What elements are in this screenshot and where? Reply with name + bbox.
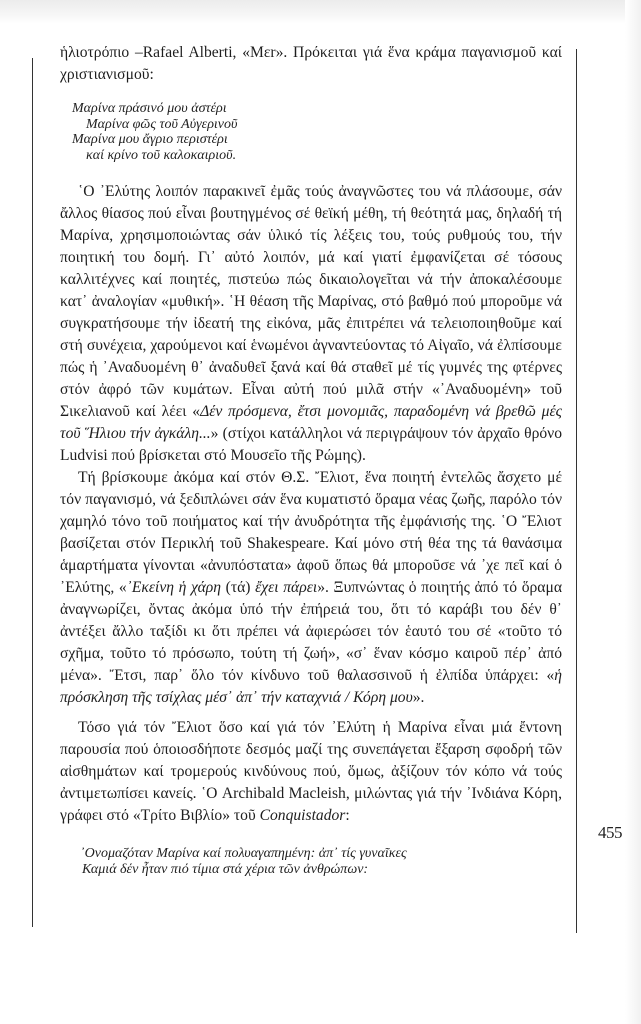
poem-line: καί κρίνο τοῦ καλοκαιριοῦ. [86,147,237,163]
paragraph-text: ». [412,689,425,706]
page-number: 455 [598,823,622,842]
italic-quote: ἔχει πάρει [255,579,318,596]
paragraph-elytis [60,181,562,467]
paragraph-eliot [60,467,562,709]
scan-shadow-top [0,0,641,24]
page-body [60,42,562,877]
italic-quote: ᾿Εκείνη ἡ χάρη [126,579,221,596]
poem-line: Μαρίνα μου ἄγριο περιστέρι [72,132,228,147]
paragraph-macleish [60,717,562,827]
paragraph-text: Τόσο γιά τόν Ἔλιοτ ὅσο καί γιά τόν ᾿Ελύτη ἡ Μαρίνα εἶναι μιά ἔντονη παρουσία πού ὁποιοσδήποτε δεσμός μαζί της συνεπάγεται ἔξαρση σφοδρή τῶν αἰσθημάτων καί τρομερούς κινδύνους πού, ὅμως, ἀξίζουν τόν κόπο νά τούς ἀντιμετωπίσει κανείς. ῾Ο Archibald Macleish, μιλώντας γιά τήν ᾿Ινδιάνα Κόρη, γράφει στό «Τρίτο Βιβλίο» τοῦ [60,719,562,824]
poem-quote-marina [72,101,562,163]
poem-line: Μαρίνα πράσινό μου ἀστέρι [72,101,227,116]
poem-line: ᾿Ονομαζόταν Μαρίνα καί πολυαγαπημένη: ἀπ᾿ τίς γυναῖκες [80,846,407,861]
scan-shadow-right [625,0,641,1024]
paragraph-text: (τά) [220,579,256,596]
right-margin-rule [576,49,577,933]
book-title: Conquistador [259,807,346,824]
paragraph-text: » (στίχοι κατάλληλοι νά περιγράψουν τόν ἀρχαῖο θρόνο Ludvisi πού βρίσκεται στό Μουσεῖο τῆς Ρώμης). [60,425,563,464]
opening-paragraph: ἡλιοτρόπιο –Rafael Alberti, «Μεr». Πρόκειται γιά ἕνα κράμα παγανισμοῦ καί χριστιανισμοῦ: [60,44,562,83]
paragraph-text: Τή βρίσκουμε ἀκόμα καί στόν Θ.Σ. Ἔλιοτ, ἕνα ποιητή ἐντελῶς ἄσχετο μέ τόν παγανισμό, νά ξεδιπλώνει σάν ἕνα κυματιστό ὅραμα νέας ζωῆς, παρόλο τόν χαμηλό τόνο τοῦ ποιήματος καί τήν ἀνυδρότητα τῆς ἐμφάνισής της. ῾Ο Ἔλιοτ βασίζεται στόν Περικλή τοῦ Shakespeare. Καί μόνο στή θέα της τά θανάσιμα ἁμαρτήματα γίνονται «ἀνυπόστατα» ἀφοῦ ὅπως θά μποροῦσε νά ᾿χε πεῖ καί ὁ ᾿Ελύτης, « [60,469,562,596]
paragraph-text: ». Ξυπνώντας ὁ ποιητής ἀπό τό ὅραμα ἀναγνωρίζει, ὄντας ἀκόμα ὑπό τήν ἐπήρειά του, ὅτι τό καράβι του δέν θ᾿ ἀντέξει ἄλλο ταξίδι κι ὅτι πρέπει νά ἀφιερώσει τόν ἑαυτό του σέ «τοῦτο τό σχῆμα, τοῦτο τό πρόσωπο, τούτη τή ζωή», «σ᾿ ἕναν κόσμο καιροῦ πέρ᾿ ἀπό μένα». Ἔτσι, παρ᾿ ὅλο τόν κίνδυνο τοῦ θαλασσινοῦ ἡ ἐλπίδα ὑπάρχει: « [60,579,562,684]
paragraph-gap [60,709,562,717]
poem-quote-conquistador [80,846,562,877]
poem-line: Μαρίνα φῶς τοῦ Αὐγερινοῦ [86,116,238,132]
left-margin-rule [32,58,33,927]
paragraph-text: : [345,807,350,824]
italic-quote: Δέν πρόσμενα, ἔτσι μονομιᾶς, παραδομένη νά βρεθῶ μές τοῦ Ἥλιου τήν ἀγκάλη... [60,403,562,442]
poem-line: Καμιά δέν ἦταν πιό τίμια στά χέρια τῶν ἀνθρώπων: [82,861,369,877]
paragraph-text: ῾Ο ᾿Ελύτης λοιπόν παρακινεῖ ἐμᾶς τούς ἀναγνῶστες του νά πλάσουμε, σάν ἄλλος θίασος πού εἶναι βουτηγμένος σέ θεϊκή μέθη, τή θεότητά μας, δηλαδή τή Μαρίνα, χρησιμοποιώντας σάν ὑλικό τίς λέξεις του, τούς ρυθμούς του, τήν ποιητική του δομή. Γι᾿ αὐτό λοιπόν, μά καί γιατί ἐμφανίζεται σέ τόσους καλλιτέχνες καί ποιητές, πιστεύω πώς δικαιολογεῖται νά τήν ἀποκαλέσουμε κατ᾿ ἀναλογίαν «μυθική». ῾Η θέαση τῆς Μαρίνας, στό βαθμό πού μποροῦμε νά συγκρατήσουμε τήν ἰδεατή της εἰκόνα, μᾶς ἐπιτρέπει νά τελειοποιηθοῦμε καί στή συνέχεια, χαρούμενοι καί ἑνωμένοι ἀγναντεύοντας τό Αἰγαῖο, νά ἐλπίσουμε πώς ἡ ᾿Αναδυομένη θ᾿ ἀναδυθεῖ ξανά καί θά σταθεῖ μέ τίς γυμνές της φτέρνες στόν ἀφρό τῶν κυμάτων. Εἶναι αὐτή πού μιλᾶ στήν «᾿Αναδυομένη» τοῦ Σικελιανοῦ καί λέει « [60,183,562,420]
italic-quote: ἡ πρόσκληση τῆς τσίχλας μέσ᾿ ἀπ᾿ τήν καταχνιά / Κόρη μου [60,667,562,706]
